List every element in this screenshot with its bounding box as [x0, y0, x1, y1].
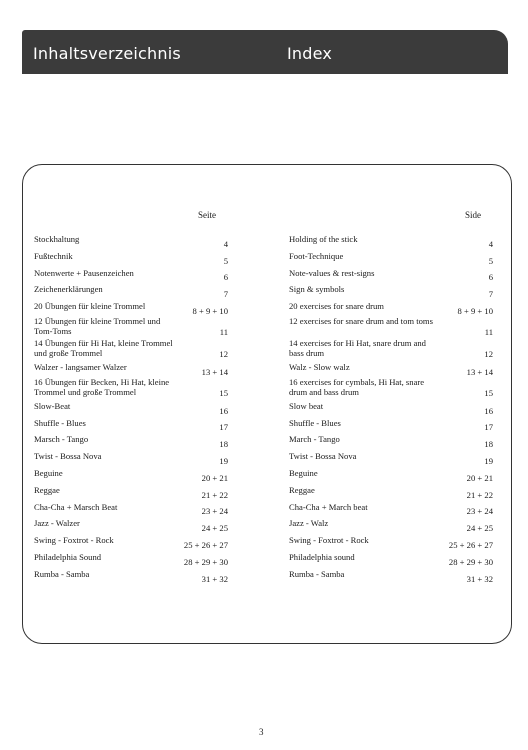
toc-entry-page: 21 + 22: [466, 489, 493, 500]
toc-entry-page: 20 + 21: [201, 472, 228, 483]
toc-entry-page: 24 + 25: [466, 523, 493, 534]
english-toc-entry: [289, 266, 493, 283]
toc-entry-page: 17: [219, 422, 228, 433]
toc-entry-page: 7: [223, 289, 228, 300]
toc-entry-page: 23 + 24: [201, 506, 228, 517]
toc-entry-title: Beguine: [289, 467, 318, 478]
toc-entry-title: Philadelphia sound: [289, 551, 355, 562]
german-toc-entry: [34, 299, 228, 316]
toc-entry-page: 19: [219, 455, 228, 466]
toc-entry-title: Marsch - Tango: [34, 434, 89, 445]
english-toc-entry: [289, 533, 493, 550]
toc-entry-page: 15: [484, 387, 493, 398]
toc-entry-page: 25 + 26 + 27: [183, 539, 228, 550]
page-number: 3: [259, 727, 264, 737]
toc-entry-page: 24 + 25: [201, 523, 228, 534]
german-toc-entry: [34, 533, 228, 550]
toc-entry-title: 16 Übungen für Becken, Hi Hat, kleine Trommel und große Trommel: [34, 376, 170, 397]
header-bar: [22, 30, 508, 74]
toc-entry-page: 8 + 9 + 10: [192, 305, 228, 316]
toc-entry-page: 7: [488, 289, 493, 300]
english-toc-entry: [289, 516, 493, 533]
german-toc-entry: [34, 466, 228, 483]
toc-entry-title: 14 exercises for Hi Hat, snare drum and bass drum: [289, 337, 426, 358]
toc-entry-page: 5: [223, 255, 228, 266]
german-toc-entry: [34, 377, 228, 399]
german-toc-entry: [34, 500, 228, 517]
toc-entry-page: 18: [484, 439, 493, 450]
english-toc-entry: [289, 316, 493, 338]
toc-entry-title: 12 Übungen für kleine Trommel und Tom-Toms: [34, 315, 161, 336]
toc-entry-page: 4: [488, 238, 493, 249]
english-toc-entry: [289, 567, 493, 584]
toc-entry-title: Cha-Cha + March beat: [289, 501, 368, 512]
german-toc-entry: [34, 282, 228, 299]
toc-entry-title: Cha-Cha + Marsch Beat: [34, 501, 118, 512]
toc-entry-page: 12: [484, 348, 493, 359]
toc-entry-title: Shuffle - Blues: [34, 417, 86, 428]
toc-entry-title: 20 exercises for snare drum: [289, 301, 384, 312]
toc-entry-page: 31 + 32: [201, 573, 228, 584]
german-toc-entry: [34, 483, 228, 500]
toc-entry-title: Fußtechnik: [34, 250, 73, 261]
german-toc-entry: [34, 360, 228, 377]
column-header-seite: Seite: [198, 210, 216, 220]
english-toc-entry: [289, 416, 493, 433]
english-toc-entry: [289, 282, 493, 299]
toc-entry-page: 8 + 9 + 10: [457, 305, 493, 316]
toc-entry-title: 12 exercises for snare drum and tom toms: [289, 315, 433, 326]
german-toc-entry: [34, 516, 228, 533]
toc-entry-title: Slow beat: [289, 400, 324, 411]
german-toc-entry: [34, 550, 228, 567]
german-toc-entry: [34, 316, 228, 338]
toc-entry-page: 18: [219, 439, 228, 450]
english-toc-entry: [289, 377, 493, 399]
toc-entry-title: Rumba - Samba: [289, 568, 345, 579]
toc-entry-title: Note-values & rest-signs: [289, 267, 375, 278]
toc-entry-title: 14 Übungen für Hi Hat, kleine Trommel und große Trommel: [34, 337, 173, 358]
toc-entry-title: Foot-Technique: [289, 250, 344, 261]
toc-entry-title: Twist - Bossa Nova: [289, 451, 357, 462]
english-toc-entry: [289, 232, 493, 249]
toc-entry-title: Swing - Foxtrot - Rock: [34, 535, 114, 546]
toc-entry-title: Stockhaltung: [34, 234, 80, 244]
toc-entry-page: 31 + 32: [466, 573, 493, 584]
toc-entry-page: 4: [223, 238, 228, 249]
toc-entry-title: Reggae: [34, 484, 60, 495]
english-toc-entry: [289, 249, 493, 266]
toc-entry-title: Jazz - Walz: [289, 518, 329, 529]
toc-entry-title: Notenwerte + Pausenzeichen: [34, 267, 134, 278]
toc-entry-page: 13 + 14: [201, 366, 228, 377]
english-toc-entry: [289, 483, 493, 500]
toc-entry-page: 20 + 21: [466, 472, 493, 483]
english-toc-entry: [289, 360, 493, 377]
german-toc-entry: [34, 338, 228, 360]
toc-entry-page: 21 + 22: [201, 489, 228, 500]
toc-entry-page: 15: [219, 387, 228, 398]
toc-entry-page: 13 + 14: [466, 366, 493, 377]
toc-entry-title: Walz - Slow walz: [289, 361, 350, 372]
toc-entry-page: 28 + 29 + 30: [448, 556, 493, 567]
toc-column-english: [289, 232, 493, 584]
toc-entry-title: Zeichenerklärungen: [34, 284, 103, 295]
title-english: Index: [287, 44, 333, 63]
toc-entry-title: Sign & symbols: [289, 284, 345, 295]
toc-entry-title: Jazz - Walzer: [34, 518, 80, 529]
toc-entry-page: 11: [484, 326, 493, 337]
english-toc-entry: [289, 550, 493, 567]
german-toc-entry: [34, 249, 228, 266]
toc-entry-page: 6: [488, 272, 493, 283]
toc-entry-title: 16 exercises for cymbals, Hi Hat, snare drum and bass drum: [289, 376, 425, 397]
toc-entry-title: Slow-Beat: [34, 400, 71, 411]
toc-entry-page: 11: [219, 326, 228, 337]
german-toc-entry: [34, 266, 228, 283]
english-toc-entry: [289, 399, 493, 416]
toc-entry-page: 28 + 29 + 30: [183, 556, 228, 567]
toc-entry-title: Twist - Bossa Nova: [34, 451, 102, 462]
toc-entry-title: 20 Übungen für kleine Trommel: [34, 301, 146, 312]
toc-entry-title: Walzer - langsamer Walzer: [34, 361, 127, 372]
column-header-side: Side: [465, 210, 482, 220]
toc-entry-page: 12: [219, 348, 228, 359]
toc-entry-page: 19: [484, 455, 493, 466]
german-toc-entry: [34, 232, 228, 249]
title-german: Inhaltsverzeichnis: [33, 44, 181, 63]
german-toc-entry: [34, 399, 228, 416]
toc-column-german: [34, 232, 228, 584]
toc-entry-title: Reggae: [289, 484, 315, 495]
toc-entry-page: 6: [223, 272, 228, 283]
english-toc-entry: [289, 449, 493, 466]
toc-entry-title: Shuffle - Blues: [289, 417, 341, 428]
toc-entry-title: March - Tango: [289, 434, 340, 445]
toc-entry-page: 23 + 24: [466, 506, 493, 517]
toc-entry-title: Swing - Foxtrot - Rock: [289, 535, 369, 546]
german-toc-entry: [34, 567, 228, 584]
toc-entry-page: 16: [219, 405, 228, 416]
toc-entry-title: Beguine: [34, 467, 63, 478]
english-toc-entry: [289, 299, 493, 316]
german-toc-entry: [34, 432, 228, 449]
toc-entry-title: Holding of the stick: [289, 234, 358, 244]
english-toc-entry: [289, 338, 493, 360]
toc-entry-title: Philadelphia Sound: [34, 551, 102, 562]
toc-entry-title: Rumba - Samba: [34, 568, 90, 579]
toc-entry-page: 16: [484, 405, 493, 416]
german-toc-entry: [34, 416, 228, 433]
english-toc-entry: [289, 432, 493, 449]
toc-entry-page: 5: [488, 255, 493, 266]
english-toc-entry: [289, 466, 493, 483]
german-toc-entry: [34, 449, 228, 466]
toc-entry-page: 17: [484, 422, 493, 433]
toc-entry-page: 25 + 26 + 27: [448, 539, 493, 550]
english-toc-entry: [289, 500, 493, 517]
